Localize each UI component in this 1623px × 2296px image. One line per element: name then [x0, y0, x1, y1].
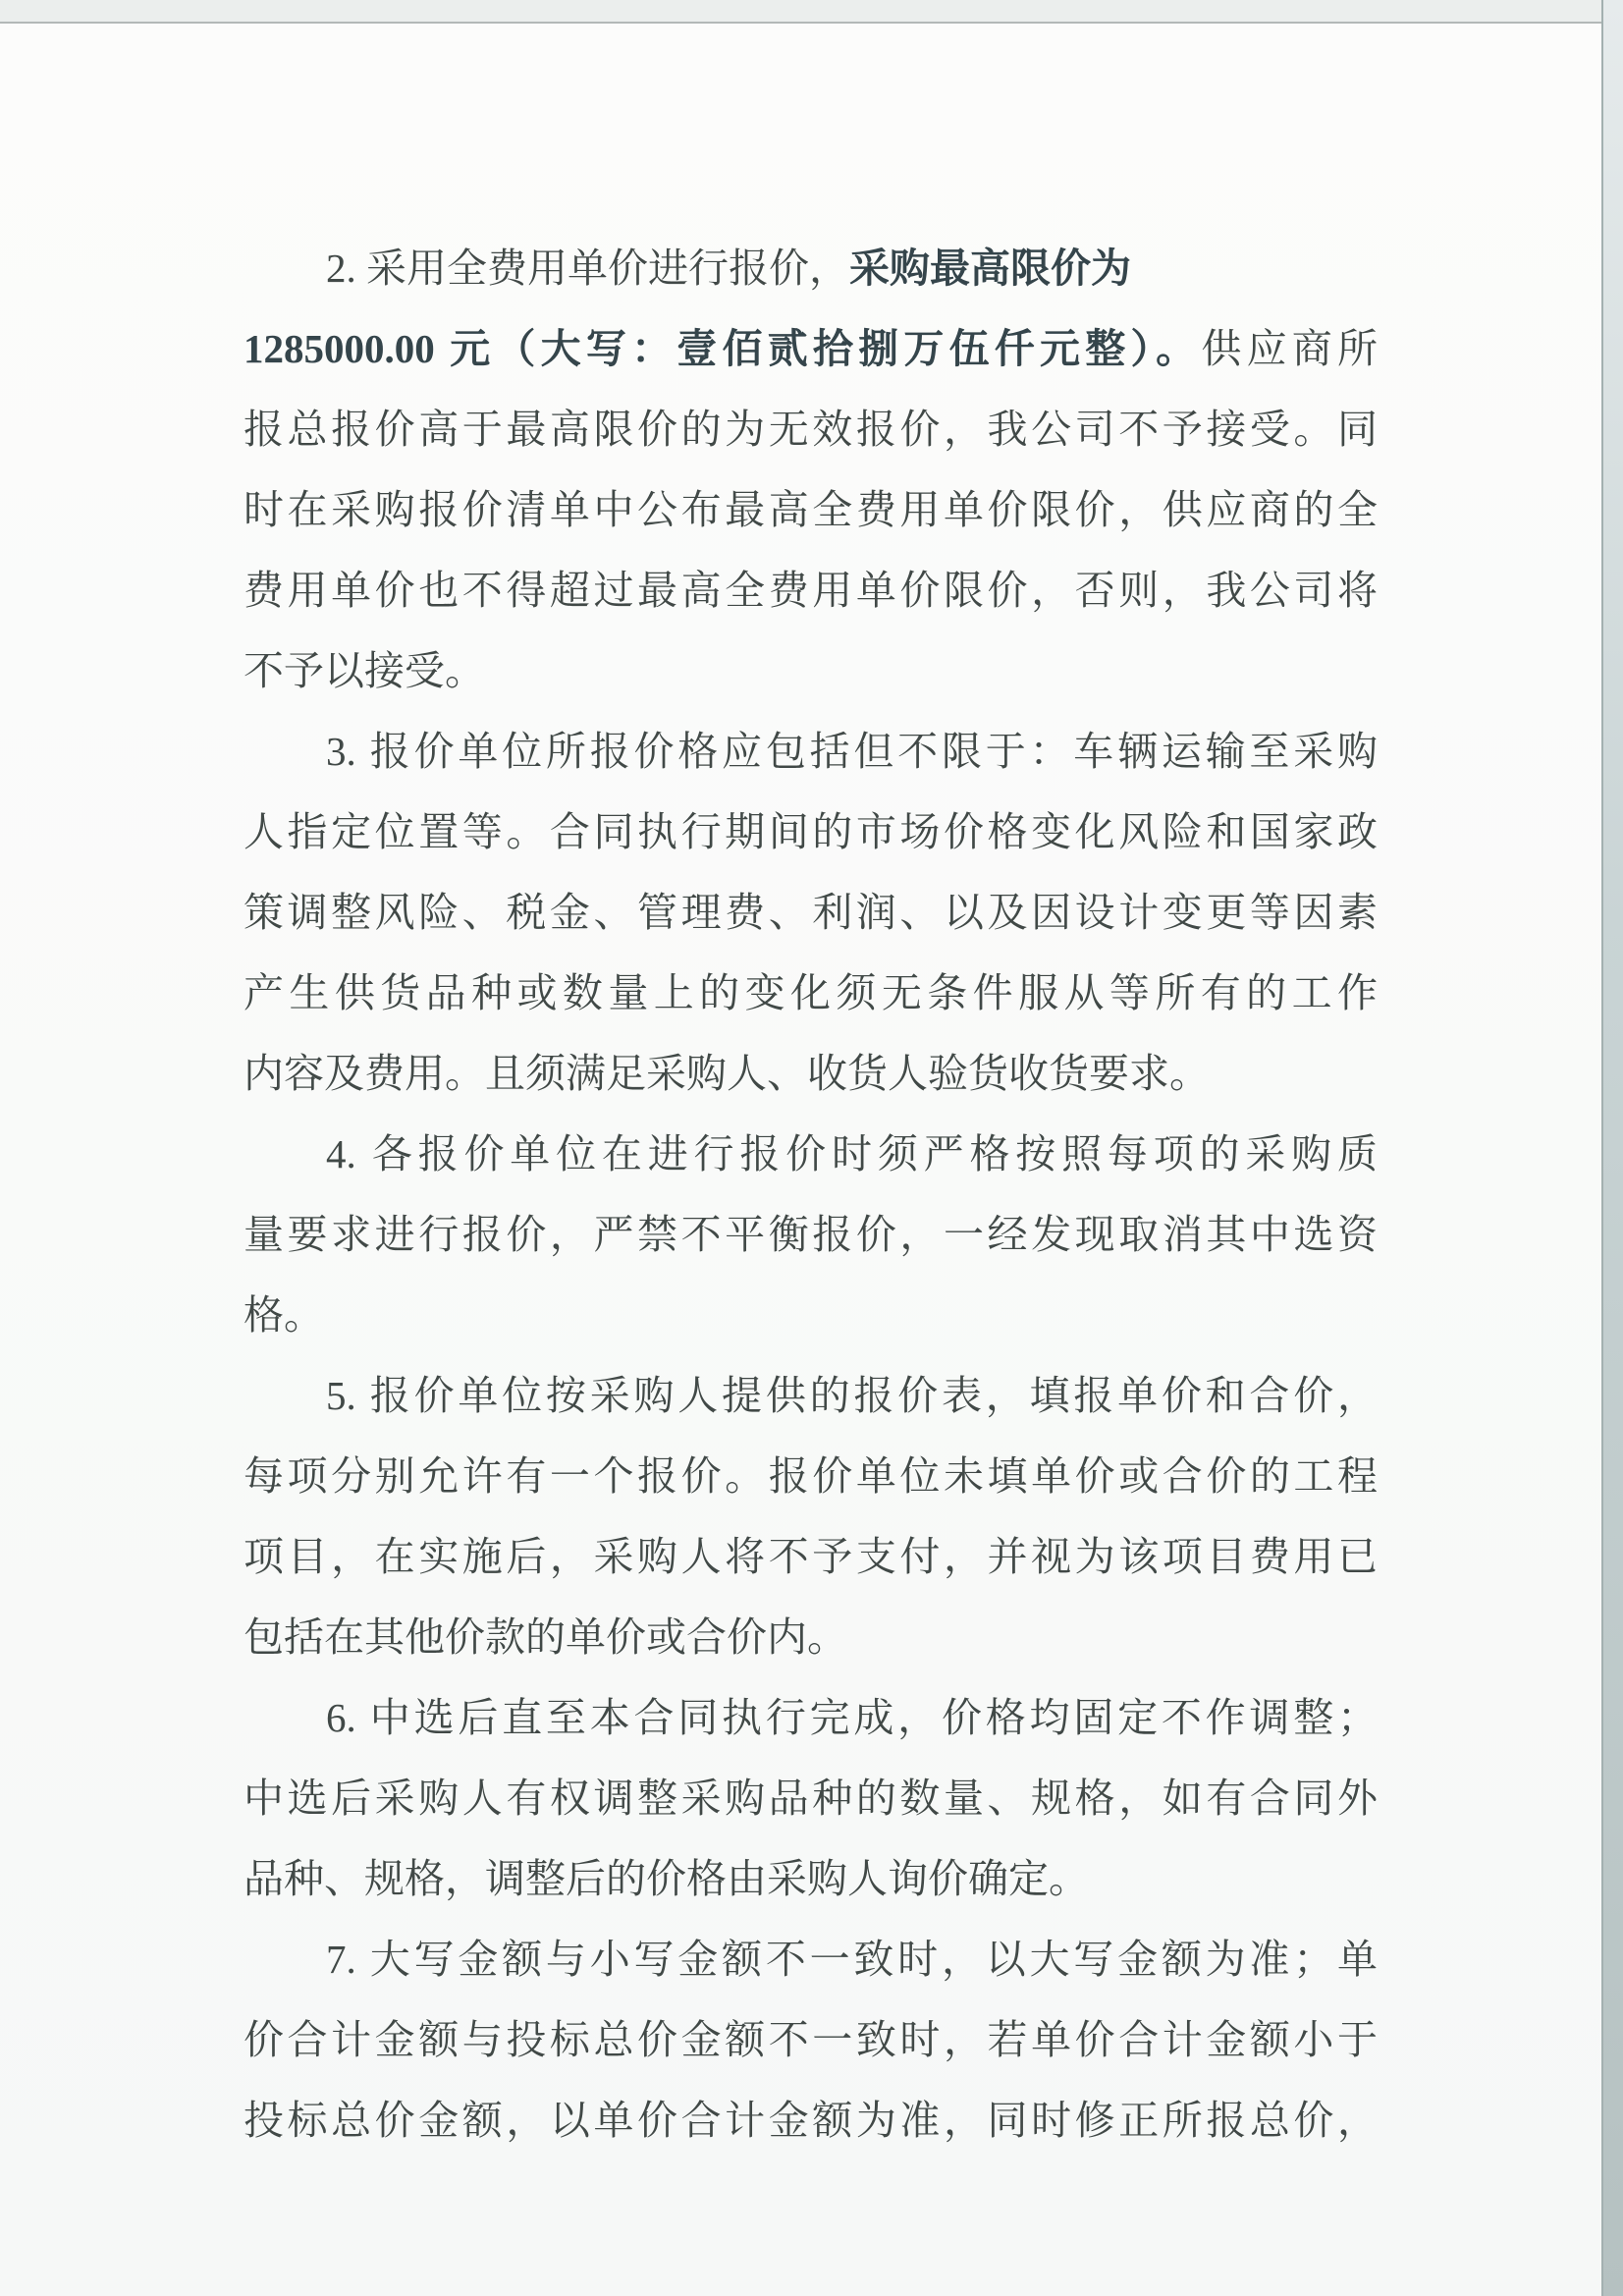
text-line — [243, 1194, 1378, 1275]
text-line — [243, 308, 1378, 389]
text-line — [243, 389, 1378, 469]
text-run: 时在采购报价清单中公布最高全费用单价限价，供应商的全 — [243, 487, 1378, 532]
bold-text-run: 1285000.00 元（大写：壹佰贰拾捌万伍仟元整）。 — [243, 326, 1202, 371]
text-line — [243, 1436, 1378, 1516]
text-line — [243, 953, 1378, 1033]
text-run: 4. 各报价单位在进行报价时须严格按照每项的采购质 — [326, 1131, 1378, 1176]
text-run: 供应商所 — [1201, 326, 1379, 371]
text-line — [243, 550, 1378, 630]
text-run: 策调整风险、税金、管理费、利润、以及因设计变更等因素 — [243, 890, 1378, 935]
text-line — [243, 872, 1378, 953]
text-line — [243, 1597, 1378, 1677]
text-line — [243, 630, 1378, 711]
scan-artifact-right-edge — [1601, 0, 1623, 2296]
text-line — [243, 1677, 1378, 1758]
text-line — [243, 1355, 1378, 1436]
document-body — [243, 228, 1378, 2160]
text-run: 中选后采购人有权调整采购品种的数量、规格，如有合同外 — [243, 1776, 1378, 1821]
text-run: 包括在其他价款的单价或合价内。 — [243, 1614, 847, 1660]
text-run: 品种、规格，调整后的价格由采购人询价确定。 — [243, 1856, 1089, 1901]
text-run: 费用单价也不得超过最高全费用单价限价，否则，我公司将 — [243, 568, 1378, 613]
text-line — [243, 228, 1378, 308]
text-run: 人指定位置等。合同执行期间的市场价格变化风险和国家政 — [243, 809, 1378, 854]
text-line — [243, 1838, 1378, 1919]
text-line — [243, 1999, 1378, 2080]
text-run: 每项分别允许有一个报价。报价单位未填单价或合价的工程 — [243, 1453, 1378, 1499]
text-run: 6. 中选后直至本合同执行完成，价格均固定不作调整； — [326, 1695, 1378, 1740]
text-run: 格。 — [243, 1292, 324, 1338]
text-line — [243, 1033, 1378, 1114]
text-run: 项目，在实施后，采购人将不予支付，并视为该项目费用已 — [243, 1534, 1378, 1579]
text-run: 2. 采用全费用单价进行报价， — [326, 246, 849, 291]
bold-text-run: 采购最高限价为 — [849, 246, 1131, 291]
text-run: 价合计金额与投标总价金额不一致时，若单价合计金额小于 — [243, 2017, 1378, 2062]
text-line — [243, 469, 1378, 550]
text-line — [243, 1114, 1378, 1194]
text-run: 不予以接受。 — [243, 648, 485, 693]
text-line — [243, 2080, 1378, 2160]
text-run: 报总报价高于最高限价的为无效报价，我公司不予接受。同 — [243, 407, 1378, 452]
text-run: 7. 大写金额与小写金额不一致时，以大写金额为准；单 — [326, 1937, 1378, 1982]
text-line — [243, 792, 1378, 872]
text-line — [243, 711, 1378, 792]
text-run: 5. 报价单位按采购人提供的报价表，填报单价和合价， — [326, 1373, 1378, 1418]
scan-artifact-top-edge — [0, 0, 1623, 24]
text-line — [243, 1275, 1378, 1355]
text-line — [243, 1758, 1378, 1838]
text-line — [243, 1919, 1378, 1999]
text-run: 3. 报价单位所报价格应包括但不限于：车辆运输至采购 — [326, 729, 1378, 774]
text-line — [243, 1516, 1378, 1597]
text-run: 量要求进行报价，严禁不平衡报价，一经发现取消其中选资 — [243, 1212, 1378, 1257]
text-run: 投标总价金额，以单价合计金额为准，同时修正所报总价， — [243, 2098, 1378, 2143]
text-run: 产生供货品种或数量上的变化须无条件服从等所有的工作 — [243, 970, 1378, 1015]
text-run: 内容及费用。且须满足采购人、收货人验货收货要求。 — [243, 1051, 1210, 1096]
